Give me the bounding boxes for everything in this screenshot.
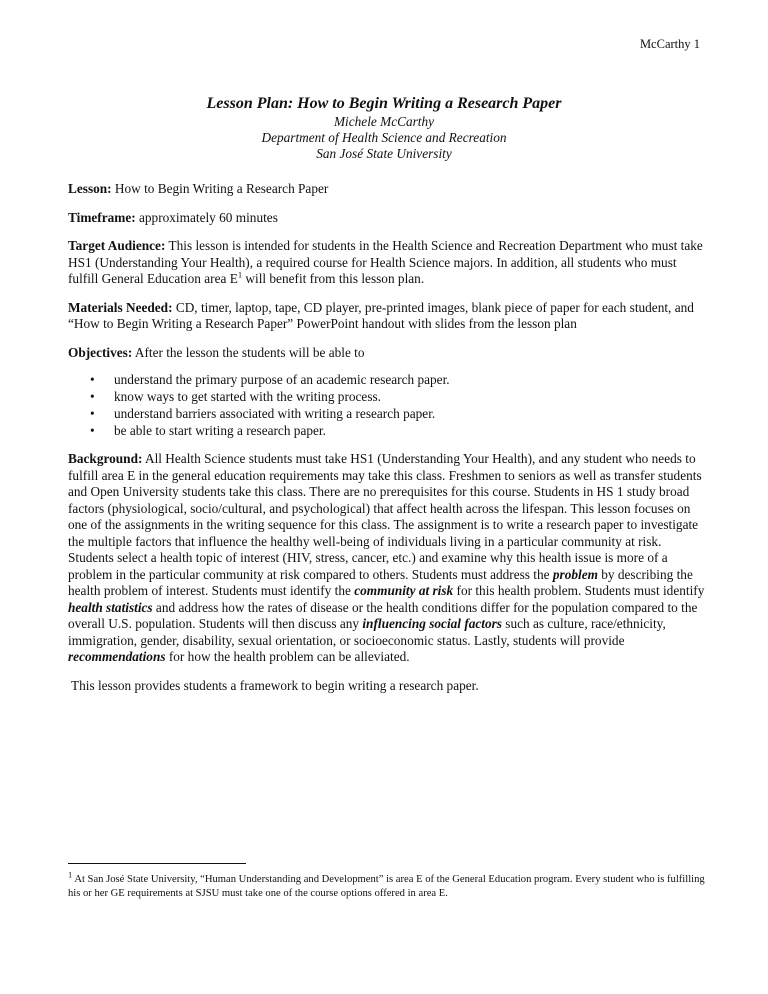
objectives-section xyxy=(68,345,708,362)
document-body xyxy=(68,181,708,706)
timeframe-section xyxy=(68,210,708,227)
materials-label: Materials Needed: xyxy=(68,299,173,315)
footnote-text: At San José State University, “Human Understanding and Development” is area E of the General Education program. Every student who is fulfilling his or her GE requirements at SJSU must take one of the course options offered in area E. xyxy=(68,874,705,899)
author-name: Michele McCarthy xyxy=(333,114,435,129)
document-title: Lesson Plan: How to Begin Writing a Research Paper xyxy=(206,95,562,112)
target-audience-text: This lesson is intended for students in the Health Science and Recreation Department who must take HS1 (Understanding Your Health), a required course for Health Science majors. In addition, all students who must fulfill General Education area E xyxy=(68,238,703,286)
emphasis-community-at-risk: community at risk xyxy=(354,583,454,598)
objectives-intro: After the lesson the students will be able to xyxy=(132,344,365,360)
emphasis-social-factors: influencing social factors xyxy=(362,616,502,631)
emphasis-recommendations: recommendations xyxy=(68,649,166,664)
list-item: • be able to start writing a research paper. xyxy=(90,423,326,438)
emphasis-problem: problem xyxy=(552,566,598,582)
materials-section xyxy=(68,300,708,333)
footnote-divider xyxy=(68,863,246,864)
footnote-marker: 1 xyxy=(68,869,73,880)
department-name: Department of Health Science and Recreation xyxy=(261,130,507,145)
running-head: McCarthy 1 xyxy=(639,37,700,51)
lesson-text: How to Begin Writing a Research Paper xyxy=(111,181,329,196)
footnote-reference: 1 xyxy=(237,269,243,280)
target-audience-label: Target Audience: xyxy=(68,238,166,253)
lesson-section xyxy=(68,181,708,198)
timeframe-label: Timeframe: xyxy=(68,209,136,225)
timeframe-text: approximately 60 minutes xyxy=(135,209,278,225)
target-audience-text-end: will benefit from this lesson plan. xyxy=(242,271,425,286)
target-audience-section xyxy=(68,238,708,288)
framework-statement: This lesson provides students a framework to begin writing a research paper. xyxy=(71,677,479,693)
list-item: • know ways to get started with the writing process. xyxy=(90,389,381,404)
bullet-icon: • xyxy=(90,372,95,387)
title-block xyxy=(0,94,768,162)
lesson-label: Lesson: xyxy=(68,181,112,196)
university-name: San José State University xyxy=(316,146,452,161)
bullet-icon: • xyxy=(90,389,95,404)
background-label: Background: xyxy=(68,451,143,466)
emphasis-health-statistics: health statistics xyxy=(68,599,153,615)
objectives-list xyxy=(68,371,708,439)
list-item: • understand barriers associated with writing a research paper. xyxy=(90,406,436,421)
bullet-icon: • xyxy=(90,423,95,438)
objectives-label: Objectives: xyxy=(68,344,133,360)
list-item: • understand the primary purpose of an academic research paper. xyxy=(90,372,450,387)
footnote xyxy=(68,869,708,901)
bullet-icon: • xyxy=(90,406,95,421)
materials-text: CD, timer, laptop, tape, CD player, pre-printed images, blank piece of paper for each student, and “How to Begin Writing a Research Paper” PowerPoint handout with slides from the lesson plan xyxy=(68,299,694,331)
background-section: Background: All Health Science students must take HS1 (Understanding Your Health), and any student who needs to fulfill area E in the general education requirements may take this class. Freshmen to seniors as well as transfer students and Open University students take this class. There are no prerequisites for this course. Students in HS 1 study broad factors (physiological, socio/cultural, and psychological) that affect health across the lifespan. This lesson focuses on one of the assignments in the writing sequence for this class. The assignment is to write a research paper to investigate the multiple factors that influence the healthy well-being of individuals living in a particular community at risk. Students select a health topic of interest (HIV, stress, cancer, etc.) and examine why this health issue is more of a problem in the particular community at risk compared to others. Students must address the problem by describing the health problem of interest. Students must identify the community at risk for this health problem. Students must identify health statistics and address how the rates of disease or the health conditions differ for the population compared to the overall U.S. population. Students will then discuss any influencing social factors such as culture, race/ethnicity, immigration, gender, disability, sexual orientation, or socioeconomic status. Lastly, students will provide recommendations for how the health problem can be alleviated. xyxy=(68,451,705,664)
